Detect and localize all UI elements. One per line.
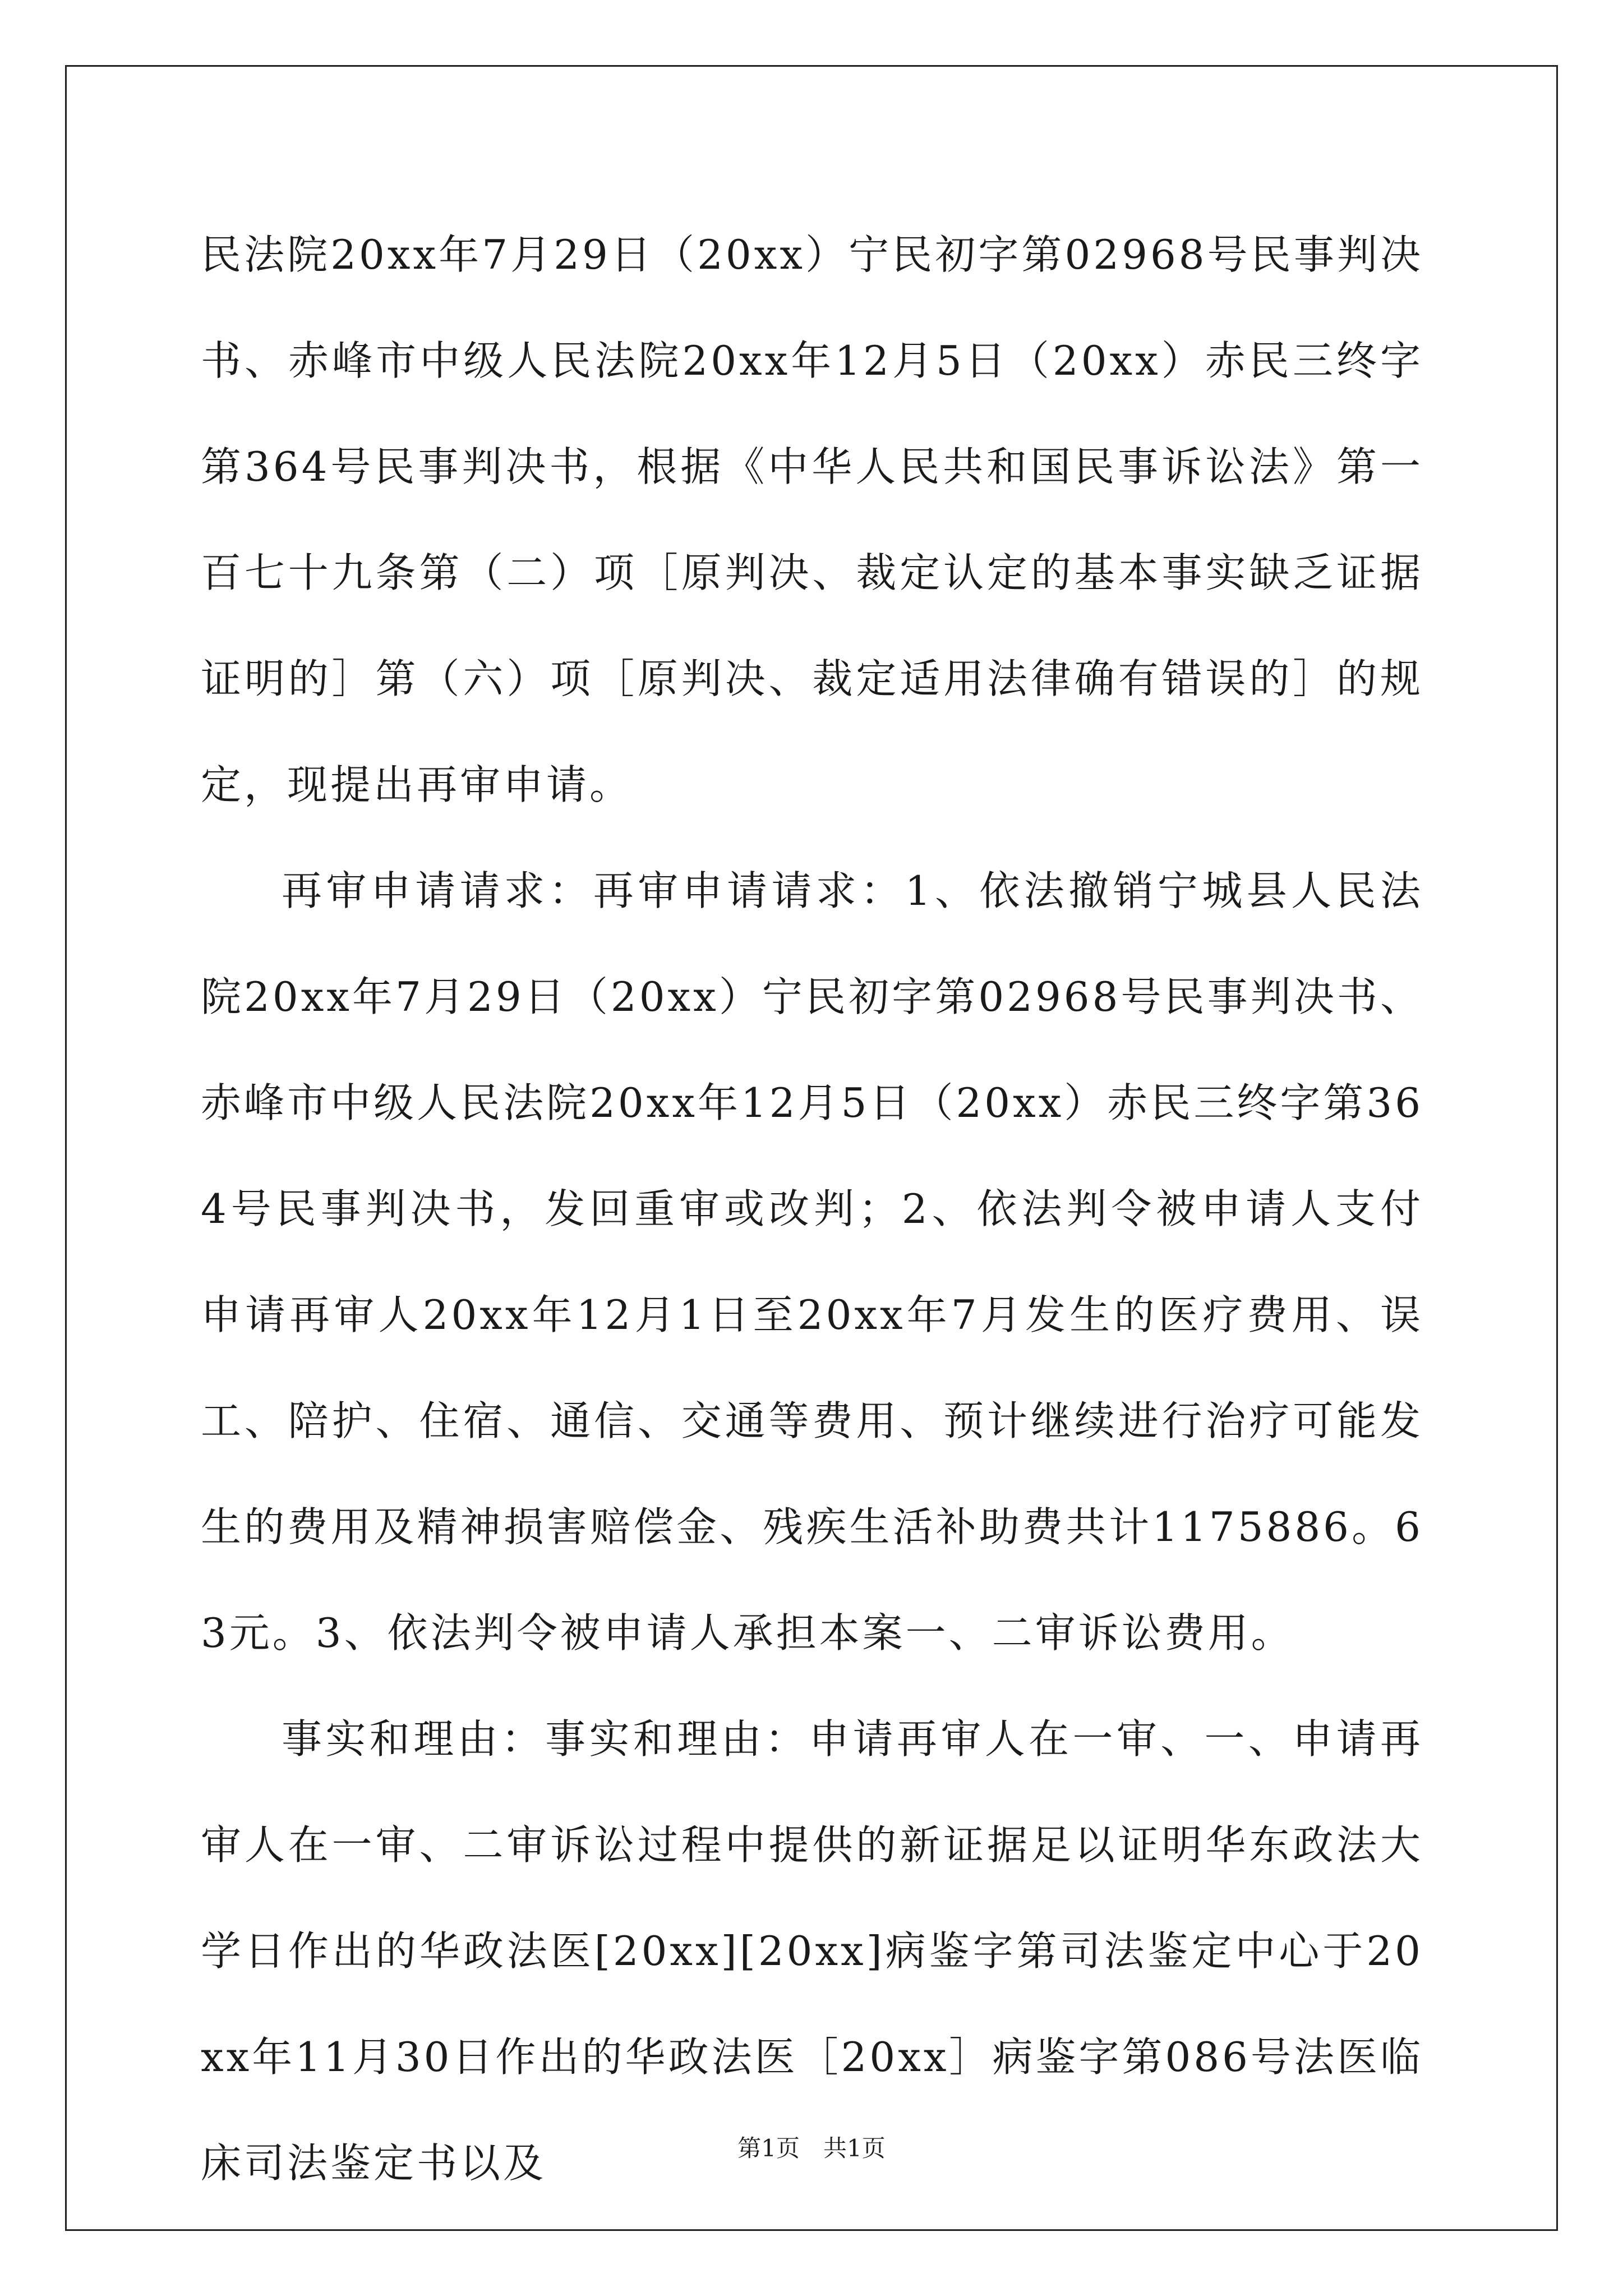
page-footer: 第1页 共1页 <box>737 2134 886 2162</box>
paragraph-2: 再审申请请求：再审申请请求：1、依法撤销宁城县人民法院20xx年7月29日（20xx）宁民初字第02968号民事判决书、赤峰市中级人民法院20xx年12月5日（20xx）赤民三终字第364号民事判决书，发回重审或改判；2、依法判令被申请人支付申请再审人20xx年12月1日至20xx年7月发生的医疗费用、误工、陪护、住宿、通信、交通等费用、预计继续进行治疗可能发生的费用及精神损害赔偿金、残疾生活补助费共计1175886。63元。3、依法判令被申请人承担本案一、二审诉讼费用。 <box>201 867 1423 1657</box>
paragraph-3: 事实和理由：事实和理由：申请再审人在一审、一、申请再审人在一审、二审诉讼过程中提供的新证据足以证明华东政法大学日作出的华政法医[20xx][20xx]病鉴字第司法鉴定中心于20xx年11月30日作出的华政法医［20xx］病鉴字第086号法医临床司法鉴定书以及 <box>201 1715 1423 2187</box>
paragraph-1: 民法院20xx年7月29日（20xx）宁民初字第02968号民事判决书、赤峰市中级人民法院20xx年12月5日（20xx）赤民三终字第364号民事判决书，根据《中华人民共和国民事诉讼法》第一百七十九条第（二）项［原判决、裁定认定的基本事实缺乏证据证明的］第（六）项［原判决、裁定适用法律确有错误的］的规定，现提出再审申请。 <box>201 231 1423 808</box>
document-body <box>201 202 1423 2216</box>
